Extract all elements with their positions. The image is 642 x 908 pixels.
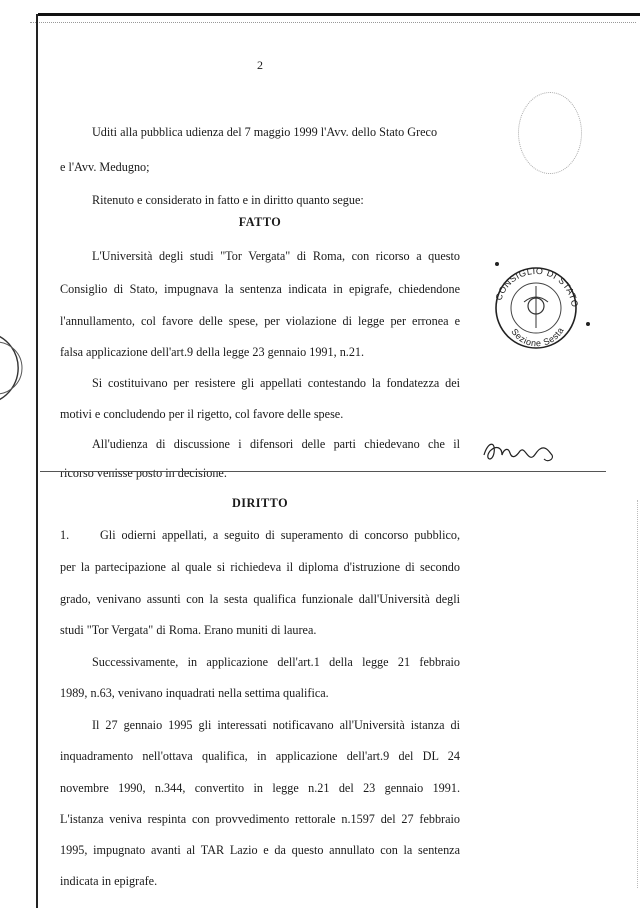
text-line: 1995, impugnato avanti al TAR Lazio e da questo annullato con la sentenza xyxy=(60,843,460,857)
text-line: studi "Tor Vergata" di Roma. Erano muniti di laurea. xyxy=(60,623,317,637)
left-edge-stamp-icon xyxy=(0,328,40,408)
bullet-mark xyxy=(586,322,590,326)
text-line: L'Università degli studi "Tor Vergata" di Roma, con ricorso a questo xyxy=(92,249,460,263)
svg-text:Sezione Sesta xyxy=(509,325,566,348)
paragraph-number: 1. xyxy=(60,528,70,542)
text-line: motivi e concludendo per il rigetto, col favore delle spese. xyxy=(60,407,344,421)
text-line: 1989, n.63, venivano inquadrati nella settima qualifica. xyxy=(60,686,329,700)
text-line-struck: ricorso venisse posto in decisione. xyxy=(60,466,227,480)
faint-stamp-icon xyxy=(518,92,582,174)
text-line: Ritenuto e considerato in fatto e in diritto quanto segue: xyxy=(92,193,364,207)
text-line: Si costituivano per resistere gli appellati contestando la fondatezza dei xyxy=(92,376,460,390)
top-border-rule xyxy=(38,13,640,16)
text-line: inquadramento nell'ottava qualifica, in applicazione dell'art.9 del DL 24 xyxy=(60,749,460,763)
text-line: e l'Avv. Medugno; xyxy=(60,160,150,174)
text-line: falsa applicazione dell'art.9 della legge 23 gennaio 1991, n.21. xyxy=(60,345,365,359)
stamp-top-text: CONSIGLIO DI STATO xyxy=(493,265,581,309)
text-line: Il 27 gennaio 1995 gli interessati notificavano all'Università istanza di xyxy=(92,718,460,732)
text-line: novembre 1990, n.344, convertito in legge n.21 del 23 gennaio 1991. xyxy=(60,781,460,795)
text-line: Uditi alla pubblica udienza del 7 maggio 1999 l'Avv. dello Stato Greco xyxy=(92,125,438,139)
text-line: indicata in epigrafe. xyxy=(60,874,158,888)
left-margin-rule xyxy=(36,14,38,908)
top-dotted-rule xyxy=(30,22,636,23)
section-heading-fatto: FATTO xyxy=(238,215,282,229)
page-number: 2 xyxy=(257,58,263,72)
text-line: grado, venivano assunti con la sesta qualifica funzionale dall'Università degli xyxy=(60,592,460,606)
text-line: All'udienza di discussione i difensori delle parti chiedevano che il xyxy=(92,437,460,451)
section-heading-diritto: DIRITTO xyxy=(231,496,289,510)
consiglio-di-stato-stamp-icon xyxy=(488,262,584,354)
stamp-bottom-text: Sezione Sesta xyxy=(509,325,566,349)
bullet-mark xyxy=(495,262,499,266)
svg-text:CONSIGLIO DI STATO xyxy=(493,266,580,308)
text-line: Successivamente, in applicazione dell'art.1 della legge 21 febbraio xyxy=(92,655,460,669)
text-line: Gli odierni appellati, a seguito di superamento di concorso pubblico, xyxy=(100,528,460,542)
strike-rule xyxy=(40,471,606,472)
right-margin-dots xyxy=(637,500,638,888)
text-line: per la partecipazione al quale si richiedeva il diploma d'istruzione di secondo xyxy=(60,560,460,574)
text-line: l'annullamento, col favore delle spese, per violazione di legge per erronea e xyxy=(60,314,460,328)
handwritten-signature-icon xyxy=(480,435,560,469)
text-line: L'istanza veniva respinta con provvedimento rettorale n.1597 del 27 febbraio xyxy=(60,812,460,826)
text-line: Consiglio di Stato, impugnava la sentenza indicata in epigrafe, chiedendone xyxy=(60,282,460,296)
